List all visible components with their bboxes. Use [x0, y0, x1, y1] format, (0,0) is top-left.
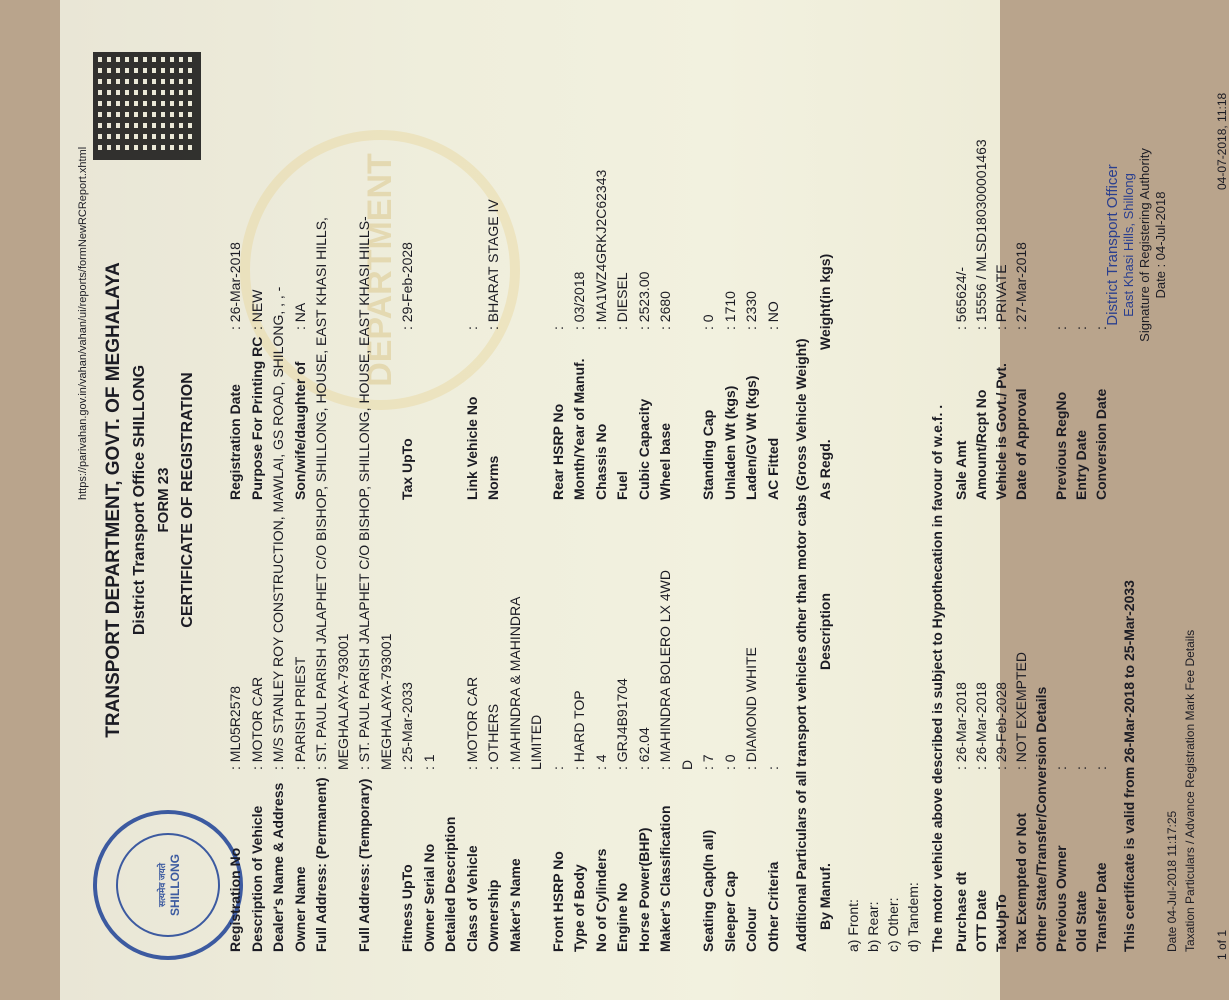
detail-lab2: Link Vehicle No	[463, 396, 480, 500]
detail-val2: : 03/2018	[571, 271, 587, 330]
detail-val: : DIAMOND WHITE	[743, 647, 759, 770]
detail-val2: : 2330	[743, 291, 759, 330]
detail-val: MEGHALAYA-793001	[334, 633, 351, 770]
detail-lab: Purchase dt	[953, 871, 969, 952]
detail-lab2: Conversion Date	[1093, 388, 1109, 500]
detail-val: : 25-Mar-2033	[399, 682, 415, 770]
detail-row	[526, 70, 546, 970]
detail-lab: Transfer Date	[1093, 862, 1109, 952]
detail-row	[247, 70, 267, 970]
detail-lab2: Month/Year of Manuf.	[571, 358, 587, 500]
detail-lab2: Unladen Wt (kgs)	[721, 385, 738, 500]
detail-val: : 62.04	[635, 727, 652, 770]
detail-lab: Tax Exempted or Not	[1013, 813, 1029, 952]
detail-lab: No of Cylinders	[592, 848, 609, 952]
detail-lab2: Standing Cap	[700, 409, 716, 500]
detail-row	[376, 70, 396, 970]
detail-row	[483, 70, 503, 970]
detail-lab: Ownership	[485, 879, 501, 952]
detail-row	[1071, 70, 1091, 970]
detail-row	[991, 70, 1011, 970]
detail-row	[354, 70, 374, 970]
detail-val2: :	[1093, 326, 1109, 330]
detail-val2: : 0	[700, 314, 716, 330]
detail-lab: Sleeper Cap	[721, 871, 738, 952]
detail-lab2: Previous RegNo	[1053, 391, 1069, 500]
detail-lab: Seating Cap(In all)	[700, 829, 716, 952]
detail-val: : OTHERS	[485, 703, 501, 770]
detail-val: : NOT EXEMPTED	[1013, 652, 1029, 770]
detail-val2: :	[463, 326, 480, 330]
detail-val2: : DIESEL	[614, 272, 630, 330]
detail-val: : ML05R2578	[227, 685, 243, 770]
detail-row	[612, 70, 632, 970]
detail-val2: : MA1WZ4GRKJ2C62343	[592, 169, 609, 330]
dept-title: TRANSPORT DEPARTMENT, GOVT. OF MEGHALAYA	[103, 262, 124, 738]
detail-row	[591, 70, 611, 970]
axle-label: b) Rear:	[865, 901, 881, 952]
detail-lab2: Amount/Rcpt No	[973, 389, 989, 500]
axle-label: d) Tandem:	[905, 882, 921, 952]
detail-val: : MOTOR CAR	[463, 676, 480, 770]
detail-lab: Dealer's Name & Address	[270, 782, 286, 952]
detail-lab: TaxUpTo	[993, 894, 1009, 952]
detail-lab: Other State/Transfer/Conversion Details	[1033, 686, 1049, 952]
detail-row	[462, 70, 482, 970]
detail-val2: : BHARAT STAGE IV	[485, 199, 501, 330]
detail-lab2: Laden/GV Wt (kgs)	[743, 375, 759, 500]
detail-row	[1051, 70, 1071, 970]
detail-row	[333, 70, 353, 970]
axle-row	[843, 70, 863, 970]
detail-val: : HARD TOP	[571, 690, 587, 770]
detail-lab: Engine No	[614, 882, 630, 952]
detail-val: : 4	[592, 754, 609, 770]
detail-lab: Fitness UpTo	[399, 864, 415, 952]
detail-lab2: Date of Approval	[1013, 388, 1029, 500]
hypothecation-note: The motor vehicle above described is subject to Hypothecation in favour of w.e.f. .	[929, 404, 945, 952]
detail-lab: Front HSRP No	[549, 851, 566, 952]
detail-lab: Maker's Classification	[657, 805, 673, 952]
detail-val: :	[1093, 766, 1109, 770]
footer-date: Date 04-Jul-2018 11:17:25	[1165, 810, 1179, 952]
detail-val2: : 29-Feb-2028	[399, 242, 415, 330]
detail-lab: Other Criteria	[764, 861, 781, 952]
detail-row	[311, 70, 331, 970]
seal-inner-text: SHILLONG	[167, 854, 182, 916]
detail-row	[225, 70, 245, 970]
detail-lab2: AC Fitted	[764, 437, 781, 500]
detail-row	[655, 70, 675, 970]
axle-label: c) Other:	[885, 897, 901, 952]
detail-val: : 26-Mar-2018	[953, 682, 969, 770]
validity-text: This certificate is valid from 26-Mar-2018 to 25-Mar-2033	[1121, 580, 1137, 952]
detail-lab2: Norms	[485, 455, 501, 500]
detail-lab2: Rear HSRP No	[549, 403, 566, 500]
detail-val: : 0	[721, 754, 738, 770]
detail-lab2: Chassis No	[592, 423, 609, 500]
detail-val: : MAHINDRA BOLERO LX 4WD	[657, 570, 673, 770]
detail-val2: : PRIVATE	[993, 264, 1009, 330]
certificate-sheet	[75, 30, 1229, 970]
axle-row	[863, 70, 883, 970]
detail-row	[548, 70, 568, 970]
detail-val: : M/S STANLEY ROY CONSTRUCTION, MAWLAI, GS ROAD, SHILONG, , , -	[270, 286, 286, 770]
detail-lab: Previous Owner	[1053, 845, 1069, 952]
certificate-paper	[60, 0, 1229, 1000]
footer-taxation: Taxation Particulars / Advance Registration Mark Fee Details	[1183, 629, 1197, 952]
detail-lab: Full Address: (Permanent)	[313, 777, 329, 952]
form-title: FORM 23	[155, 467, 172, 533]
detail-row	[720, 70, 740, 970]
signature-district: East Khasi Hills, Shillong	[1121, 173, 1136, 317]
detail-val: : 29-Feb-2028	[993, 682, 1009, 770]
detail-val: : ST. PAUL PARISH JALAPHET C/O BISHOP, SHILLONG, HOUSE, EAST KHASI HILLS,	[313, 217, 329, 770]
detail-row	[397, 70, 417, 970]
detail-val: : 1	[420, 754, 437, 770]
footer-stamp-time: 04-07-2018, 11:18	[1215, 92, 1229, 190]
detail-val: LIMITED	[528, 714, 544, 770]
detail-val: : MOTOR CAR	[248, 676, 265, 770]
detail-lab: Full Address: (Temporary)	[356, 778, 372, 952]
detail-row	[268, 70, 288, 970]
detail-lab: Registration No	[227, 847, 243, 952]
detail-val2: : 2523.00	[635, 271, 652, 330]
detail-row	[440, 70, 460, 970]
detail-val: :	[1053, 766, 1069, 770]
signature-label: Signature of Registering Authority	[1137, 148, 1152, 342]
detail-row	[1031, 70, 1051, 970]
detail-lab2: Registration Date	[227, 384, 243, 500]
detail-val2: :	[1053, 326, 1069, 330]
detail-lab: Maker's Name	[506, 858, 523, 952]
detail-val2: : NEW	[248, 289, 265, 330]
detail-val: : 7	[700, 754, 716, 770]
signature-block	[1105, 130, 1169, 360]
detail-val: :	[1073, 766, 1089, 770]
detail-val2: : 27-Mar-2018	[1013, 242, 1029, 330]
detail-lab: Horse Power(BHP)	[635, 827, 652, 952]
detail-lab: Description of Vehicle	[248, 805, 265, 952]
detail-lab: Colour	[743, 906, 759, 952]
detail-row	[677, 70, 697, 970]
detail-val: D	[678, 759, 695, 770]
detail-lab: Detailed Description	[442, 816, 458, 952]
detail-val: :	[549, 766, 566, 770]
detail-val2: :	[549, 326, 566, 330]
detail-val: MEGHALAYA-793001	[377, 633, 394, 770]
detail-val2: : 1710	[721, 291, 738, 330]
seal-emblem-text: सत्यमेव जयते	[156, 863, 167, 907]
detail-lab: Owner Serial No	[420, 843, 437, 952]
detail-row	[1011, 70, 1031, 970]
signature-officer: District Transport Officer	[1104, 164, 1121, 326]
detail-val2: : 565624/-	[953, 266, 969, 330]
detail-lab: Old State	[1073, 890, 1089, 952]
detail-row	[741, 70, 761, 970]
detail-val2: : 15556 / MLSD180300001463	[973, 139, 989, 330]
weights-header: By Manuf. Description As Regd. Weight(in kgs)	[817, 253, 833, 930]
detail-row	[971, 70, 991, 970]
detail-val2: : NA	[291, 302, 308, 330]
detail-row	[698, 70, 718, 970]
cert-title: CERTIFICATE OF REGISTRATION	[179, 372, 196, 628]
detail-lab2: Fuel	[614, 471, 630, 500]
detail-val: :	[764, 766, 781, 770]
detail-lab: Type of Body	[571, 864, 587, 952]
detail-lab2: Entry Date	[1073, 429, 1089, 500]
detail-val: : MAHINDRA & MAHINDRA	[506, 596, 523, 770]
detail-lab2: Son/wife/daughter of	[291, 361, 308, 500]
detail-lab2: Purpose For Printing RC	[248, 336, 265, 500]
additional-particulars: Additional Particulars of all transport vehicles other than motor cabs (Gross Vehicle Weight)	[793, 338, 809, 952]
detail-row	[763, 70, 783, 970]
footer-page: 1 of 1	[1215, 929, 1229, 960]
detail-row	[634, 70, 654, 970]
detail-lab2: Vehicle is Govt./ Pvt.	[993, 363, 1009, 500]
detail-val2: : 2680	[657, 291, 673, 330]
office-title: District Transport Office SHILLONG	[131, 364, 148, 636]
axle-row	[903, 70, 923, 970]
detail-val2: :	[1073, 326, 1089, 330]
axle-label: a) Front:	[845, 899, 861, 952]
detail-row	[419, 70, 439, 970]
detail-lab2: Wheel base	[657, 422, 673, 500]
detail-row	[951, 70, 971, 970]
detail-val: : ST. PAUL PARISH JALAPHET C/O BISHOP, SHILLONG, HOUSE, EAST KHASI HILLS-	[356, 216, 372, 770]
detail-val: : 26-Mar-2018	[973, 682, 989, 770]
detail-lab: OTT Date	[973, 889, 989, 952]
stamp-text: DEPARTMENT	[360, 153, 399, 387]
url-text: https://parivahan.gov.in/vahan/vahan/ui/reports/formNewRCReport.xhtml	[77, 146, 89, 500]
detail-row	[569, 70, 589, 970]
detail-lab: Class of Vehicle	[463, 845, 480, 952]
detail-lab: Owner Name	[291, 866, 308, 952]
detail-val2: : NO	[764, 301, 781, 330]
detail-lab2: Sale Amt	[953, 440, 969, 500]
signature-date: Date : 04-Jul-2018	[1153, 191, 1168, 299]
detail-row	[505, 70, 525, 970]
detail-lab2: Tax UpTo	[399, 438, 415, 500]
detail-row	[290, 70, 310, 970]
detail-val: : GRJ4B91704	[614, 678, 630, 770]
detail-lab2: Cubic Capacity	[635, 398, 652, 500]
detail-val2: : 26-Mar-2018	[227, 242, 243, 330]
detail-val: : PARISH PRIEST	[291, 656, 308, 770]
axle-row	[883, 70, 903, 970]
